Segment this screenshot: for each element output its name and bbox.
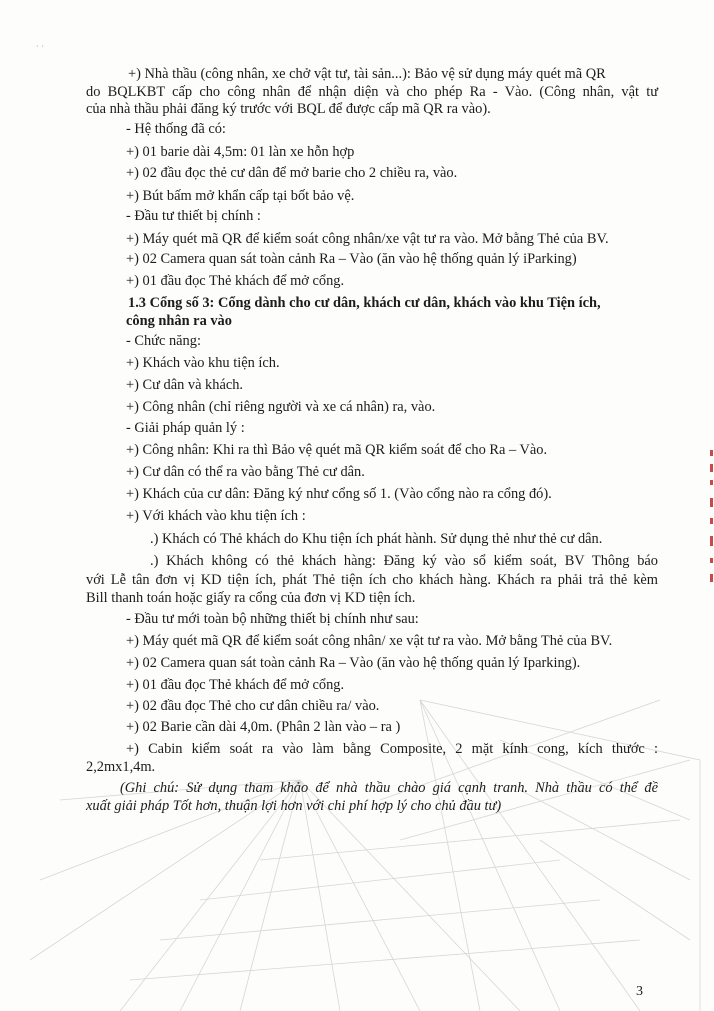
line-7: +) Bút bấm mở khẩn cấp tại bốt bảo vệ. (126, 188, 355, 204)
line-28: +) Máy quét mã QR để kiểm soát công nhân/ xe vật tư ra vào. Mở bằng Thẻ của BV. (126, 633, 613, 649)
line-21: +) Khách của cư dân: Đăng ký như cổng số 1. (Vào cổng nào ra cổng đó). (126, 486, 552, 502)
line-26: Bill thanh toán hoặc giấy ra cổng của đơn vị KD tiện ích. (86, 590, 416, 606)
line-6: +) 02 đầu đọc thẻ cư dân để mở barie cho 2 chiều ra, vào. (126, 165, 458, 181)
line-18: - Giải pháp quản lý : (126, 420, 245, 436)
line-15: +) Khách vào khu tiện ích. (126, 355, 280, 371)
line-17: +) Công nhân (chỉ riêng người và xe cá nhân) ra, vào. (126, 399, 436, 415)
line-5: +) 01 barie dài 4,5m: 01 làn xe hỗn hợp (126, 144, 355, 160)
line-2: do BQLKBT cấp cho công nhân để nhận diện và cho phép Ra - Vào. (Công nhân, vật tư (86, 84, 658, 100)
line-10: +) 02 Camera quan sát toàn cảnh Ra – Vào (ăn vào hệ thống quản lý iParking) (126, 251, 577, 267)
note-line-2: xuất giải pháp Tốt hơn, thuận lợi hơn với chi phí hợp lý cho chủ đầu tư) (86, 798, 502, 814)
line-24: .) Khách không có thẻ khách hàng: Đăng ký vào sổ kiểm soát, BV Thông báo (150, 553, 658, 569)
line-32: +) 02 Barie cần dài 4,0m. (Phân 2 làn vào – ra ) (126, 719, 401, 735)
line-11: +) 01 đầu đọc Thẻ khách để mở cổng. (126, 273, 345, 289)
binding-edge-marks (706, 450, 714, 590)
line-22: +) Với khách vào khu tiện ích : (126, 508, 306, 524)
line-20: +) Cư dân có thể ra vào bằng Thẻ cư dân. (126, 464, 365, 480)
note-line-1: (Ghi chú: Sử dụng tham khảo để nhà thầu chào giá cạnh tranh. Nhà thầu có thể đề (120, 780, 658, 796)
line-3: của nhà thầu phải đăng ký trước với BQL để được cấp mã QR ra vào). (86, 101, 491, 117)
scan-marks: · · (36, 42, 44, 51)
line-27: - Đầu tư mới toàn bộ những thiết bị chính như sau: (126, 611, 419, 627)
line-33: +) Cabin kiểm soát ra vào làm bằng Composite, 2 mặt kính cong, kích thước : (126, 741, 658, 757)
line-29: +) 02 Camera quan sát toàn cảnh Ra – Vào (ăn vào hệ thống quản lý Iparking). (126, 655, 581, 671)
section-heading-cont: công nhân ra vào (126, 313, 232, 329)
line-4: - Hệ thống đã có: (126, 121, 226, 137)
section-heading: 1.3 Cổng số 3: Cổng dành cho cư dân, khách cư dân, khách vào khu Tiện ích, (128, 295, 601, 311)
line-16: +) Cư dân và khách. (126, 377, 244, 393)
line-34: 2,2mx1,4m. (86, 759, 156, 775)
page-number: 3 (636, 984, 643, 999)
line-25: với Lễ tân đơn vị KD tiện ích, phát Thẻ tiện ích cho khách hàng. Khách ra phải trả thẻ kèm (86, 572, 658, 588)
line-8: - Đầu tư thiết bị chính : (126, 208, 261, 224)
line-9: +) Máy quét mã QR để kiểm soát công nhân/xe vật tư ra vào. Mở bằng Thẻ của BV. (126, 231, 609, 247)
line-30: +) 01 đầu đọc Thẻ khách để mở cổng. (126, 677, 345, 693)
line-19: +) Công nhân: Khi ra thì Bảo vệ quét mã QR kiểm soát để cho Ra – Vào. (126, 442, 548, 458)
line-1: +) Nhà thầu (công nhân, xe chở vật tư, tài sản...): Bảo vệ sử dụng máy quét mã QR (128, 66, 606, 82)
line-23: .) Khách có Thẻ khách do Khu tiện ích phát hành. Sử dụng thẻ như thẻ cư dân. (150, 531, 603, 547)
line-31: +) 02 đầu đọc Thẻ cho cư dân chiều ra/ vào. (126, 698, 380, 714)
line-14: - Chức năng: (126, 333, 201, 349)
